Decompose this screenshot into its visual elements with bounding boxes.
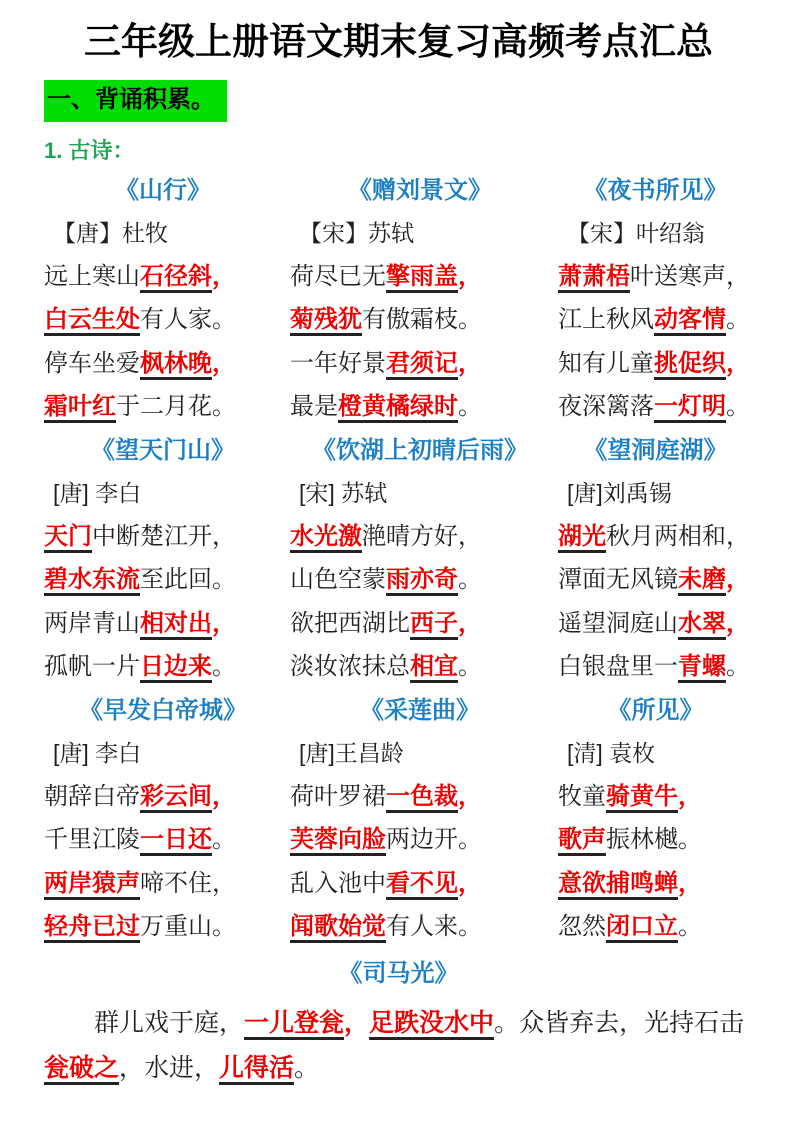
key-phrase: 霜叶红 [44,393,116,421]
key-phrase: 动客情 [654,306,726,334]
verse-text: 牧童 [558,782,606,810]
poem-title: 《夜书所见》 [583,176,728,204]
key-phrase: ， [212,349,236,377]
poem-line [290,342,550,386]
poem-title: 《所见》 [607,696,704,724]
key-phrase: 萧萧梧 [558,262,630,290]
verse-text: 叶送寒声， [630,262,750,290]
poem-line [290,905,550,949]
poem-card [558,169,753,429]
poem-card [44,429,282,689]
key-phrase: ， [458,349,482,377]
verse-text: 朝辞白帝 [44,782,140,810]
poem-card [44,169,282,429]
key-phrase: 碧水东流 [44,566,140,594]
poem-line [558,905,753,949]
key-phrase: 雨亦奇 [386,566,458,594]
poem-card [290,169,550,429]
poem-line [558,558,753,602]
key-phrase: 枫林晚 [140,349,212,377]
poem-line [290,775,550,819]
poem-author: [唐]王昌龄 [299,739,404,766]
key-phrase: ， [458,869,482,897]
key-phrase: ， [212,782,236,810]
poem-author: [唐]刘禹锡 [567,479,672,506]
key-phrase: 意欲捕鸣蝉 [558,869,678,897]
verse-text: 。 [212,826,236,854]
poem-line [558,775,753,819]
verse-text: 中断楚江开， [92,522,236,550]
key-phrase: 水翠 [678,609,726,637]
key-phrase: 西子 [410,609,458,637]
key-phrase: 足跌没水中 [369,1008,495,1037]
verse-text: 至此回。 [140,566,236,594]
poem-line [44,385,282,429]
poem-line [44,558,282,602]
key-phrase: ， [726,349,750,377]
poem-line [44,775,282,819]
verse-text: 两边开。 [386,826,482,854]
poem-line [558,645,753,689]
verse-text: 啼不住， [140,869,236,897]
key-phrase: 瓮破之 [44,1053,120,1082]
section-row [44,80,753,121]
key-phrase: 青螺 [678,653,726,681]
verse-text: 两岸青山 [44,609,140,637]
poem-line [558,818,753,862]
poem-line [290,862,550,906]
verse-text: 远上寒山 [44,262,140,290]
verse-text: 欲把西湖比 [290,609,410,637]
verse-text: 万重山。 [140,913,236,941]
poem-author: 【宋】叶绍翁 [567,219,705,246]
poem-author: [清] 袁枚 [567,739,656,766]
verse-text: 于二月花。 [116,393,236,421]
prose-title: 《司马光》 [338,959,459,987]
verse-text: 。 [726,393,750,421]
verse-text: 。 [212,653,236,681]
verse-text: 有人家。 [140,306,236,334]
poem-line [290,255,550,299]
key-phrase: ， [458,609,482,637]
verse-text: 滟晴方好， [362,522,482,550]
key-phrase: 彩云间 [140,782,212,810]
poem-line [290,558,550,602]
verse-text: 秋月两相和， [606,522,750,550]
key-phrase: 石径斜 [140,262,212,290]
poem-title: 《早发白帝城》 [79,696,247,724]
key-phrase: 轻舟已过 [44,913,140,941]
key-phrase: 看不见 [386,869,458,897]
key-phrase: ， [726,566,750,594]
verse-text: 淡妆浓抹总 [290,653,410,681]
poems-grid [44,169,753,949]
verse-text: 荷叶罗裙 [290,782,386,810]
poem-card [44,689,282,949]
key-phrase: ， [726,609,750,637]
key-phrase: 挑促织 [654,349,726,377]
verse-text: 。 [294,1053,320,1082]
poem-author: 【唐】杜牧 [53,219,168,246]
key-phrase: 相对出 [140,609,212,637]
page-title: 三年级上册语文期末复习高频考点汇总 [84,21,713,62]
key-phrase: 擎雨盖 [386,262,458,290]
poem-line [44,862,282,906]
poem-card [558,689,753,949]
poem-card [558,429,753,689]
verse-text: 乱入池中 [290,869,386,897]
verse-text: ，水进， [119,1053,220,1082]
key-phrase: 水光激 [290,522,362,550]
poem-title: 《赠刘景文》 [348,176,492,204]
poem-card [290,689,550,949]
poem-line [558,342,753,386]
verse-text: 潭面无风镜 [558,566,678,594]
poem-line [44,602,282,646]
poem-title: 《饮湖上初晴后雨》 [312,436,528,464]
poem-line [558,255,753,299]
key-phrase: 两岸猿声 [44,869,140,897]
poem-line [44,298,282,342]
verse-text: 山色空蒙 [290,566,386,594]
key-phrase: 骑黄牛 [606,782,678,810]
key-phrase: ， [678,782,702,810]
verse-text: 千里江陵 [44,826,140,854]
key-phrase: 一日还 [140,826,212,854]
key-phrase: ， [344,1008,370,1037]
verse-text: 。 [458,653,482,681]
key-phrase: 湖光 [558,522,606,550]
verse-text: 江上秋风 [558,306,654,334]
poem-line [290,602,550,646]
verse-text: 振林樾。 [606,826,702,854]
poem-title: 《望天门山》 [91,436,235,464]
key-phrase: 一色裁 [386,782,458,810]
key-phrase: 一儿登瓮 [244,1008,345,1037]
verse-text: 一年好景 [290,349,386,377]
poem-line [558,385,753,429]
key-phrase: 菊残犹 [290,306,362,334]
verse-text: 停车坐爱 [44,349,140,377]
key-phrase: 白云生处 [44,306,140,334]
poem-title: 《采莲曲》 [360,696,480,724]
verse-text: 。 [678,913,702,941]
verse-text: 夜深篱落 [558,393,654,421]
poem-author: [唐] 李白 [53,739,142,766]
key-phrase: 芙蓉向脸 [290,826,386,854]
verse-text: 有傲霜枝。 [362,306,482,334]
poem-line [44,645,282,689]
poem-line [290,515,550,559]
poem-line [44,905,282,949]
verse-text: 孤帆一片 [44,653,140,681]
verse-text: 群儿戏于庭， [94,1008,245,1037]
key-phrase: 橙黄橘绿时 [338,393,458,421]
key-phrase: 相宜 [410,653,458,681]
poem-author: [唐] 李白 [53,479,142,506]
key-phrase: ， [212,609,236,637]
key-phrase: 歌声 [558,826,606,854]
poem-title: 《望洞庭湖》 [583,436,728,464]
poem-line [44,255,282,299]
verse-text: 遥望洞庭山 [558,609,678,637]
poem-title: 《山行》 [115,176,211,204]
verse-text: 荷尽已无 [290,262,386,290]
poem-author: 【宋】苏轼 [299,219,414,246]
poem-line [44,818,282,862]
key-phrase: ， [458,262,482,290]
verse-text: 有人来。 [386,913,482,941]
key-phrase: 未磨 [678,566,726,594]
verse-text: 。 [726,653,750,681]
key-phrase: ， [678,869,702,897]
verse-text: 。 [726,306,750,334]
verse-text: 最是 [290,393,338,421]
poem-line [290,385,550,429]
key-phrase: ， [212,262,236,290]
poem-line [290,298,550,342]
poem-line [44,342,282,386]
key-phrase: ， [458,782,482,810]
key-phrase: 天门 [44,522,92,550]
verse-text: 。 [458,393,482,421]
verse-text: 知有儿童 [558,349,654,377]
poem-line [290,645,550,689]
subsection-label: 1. 古诗： [44,137,135,163]
verse-text: 。 [458,566,482,594]
poem-line [558,602,753,646]
key-phrase: 闭口立 [606,913,678,941]
verse-text: 白银盘里一 [558,653,678,681]
key-phrase: 日边来 [140,653,212,681]
prose-paragraph [44,1001,753,1091]
poem-line [558,515,753,559]
key-phrase: 儿得活 [219,1053,295,1082]
poem-line [290,818,550,862]
key-phrase: 一灯明 [654,393,726,421]
poem-line [558,298,753,342]
verse-text: 。众皆弃去，光持石击 [494,1008,745,1037]
verse-text: 忽然 [558,913,606,941]
poem-card [290,429,550,689]
poem-line [558,862,753,906]
poem-line [44,515,282,559]
section-header: 一、背诵积累。 [44,80,227,121]
key-phrase: 君须记 [386,349,458,377]
poem-author: [宋] 苏轼 [299,479,388,506]
key-phrase: 闻歌始觉 [290,913,386,941]
